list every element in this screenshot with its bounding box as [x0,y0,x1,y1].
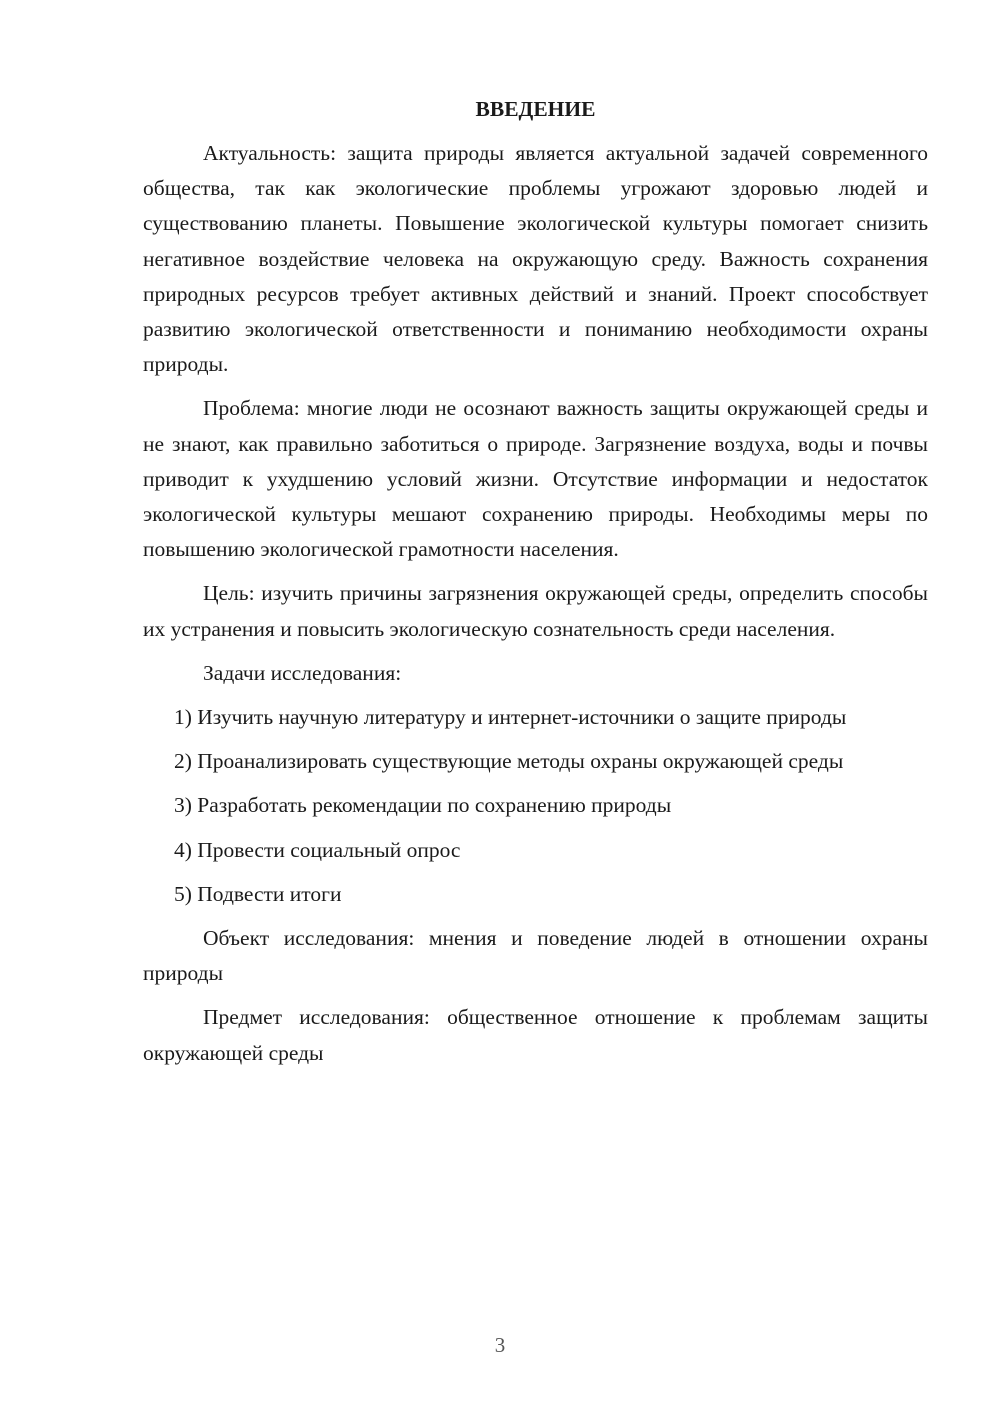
page-number: 3 [494,1333,506,1357]
task-item: 4) Провести социальный опрос [174,837,461,862]
task-item: 3) Разработать рекомендации по сохранению природы [174,793,672,818]
task-item: 2) Проанализировать существующие методы охраны окружающей среды [174,749,844,774]
goal-paragraph: Цель: изучить причины загрязнения окружающей среды, определить способы их устранения и повысить экологическую сознательность среди населения. [143,581,928,641]
task-item: 1) Изучить научную литературу и интернет-источники о защите природы [174,705,847,730]
problem-paragraph: Проблема: многие люди не осознают важность защиты окружающей среды и не знают, как правильно заботиться о природе. Загрязнение воздуха, воды и почвы приводит к ухудшению условий жизни. Отсутствие информации и недостаток экологической культуры мешают сохранению природы. Необходимы меры по повышению экологической грамотности населения. [143,396,928,562]
relevance-paragraph: Актуальность: защита природы является актуальной задачей современного общества, так как экологические проблемы угрожают здоровью людей и существованию планеты. Повышение экологической культуры помогает снизить негативное воздействие человека на окружающую среду. Важность сохранения природных ресурсов требует активных действий и знаний. Проект способствует развитию экологической ответственности и пониманию необходимости охраны природы. [143,141,928,377]
page-title: ВВЕДЕНИЕ [475,97,596,121]
document-page [143,92,928,1080]
object-paragraph: Объект исследования: мнения и поведение людей в отношении охраны природы [143,926,928,986]
subject-paragraph: Предмет исследования: общественное отношение к проблемам защиты окружающей среды [143,1005,928,1065]
task-item: 5) Подвести итоги [174,881,342,906]
tasks-heading: Задачи исследования: [203,660,402,685]
